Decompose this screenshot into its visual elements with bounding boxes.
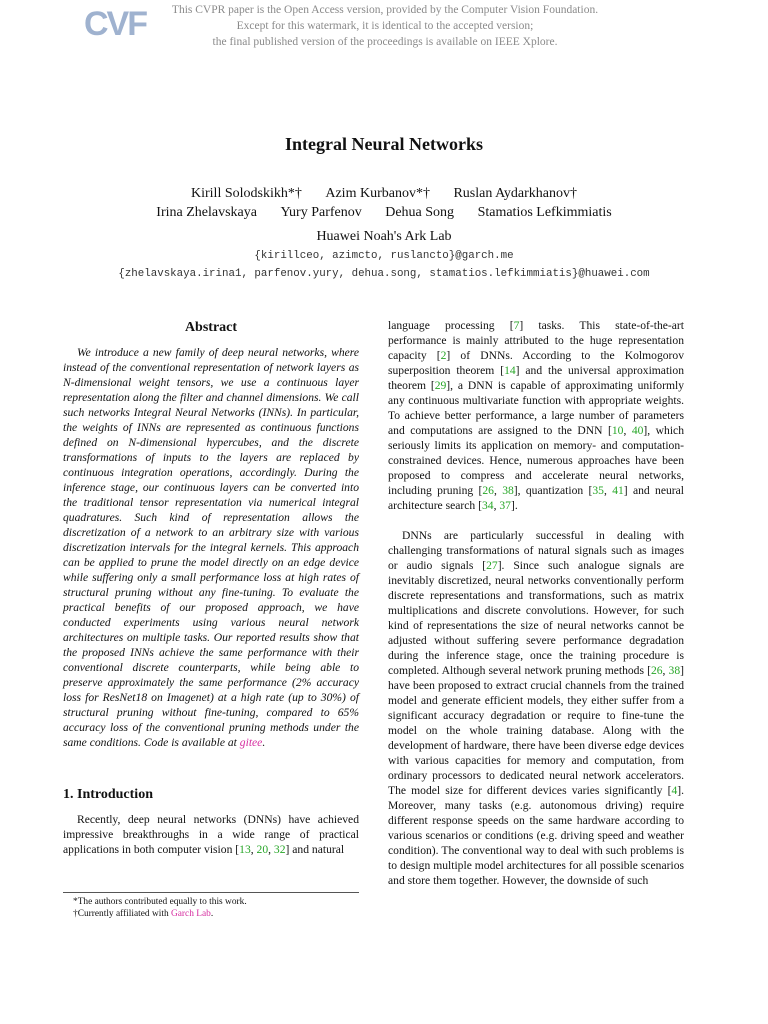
text-run: ] tasks. This state-of-the-art performance is mainly attributed to the huge representation capacity [: [388, 319, 685, 362]
citation-link[interactable]: 29: [434, 379, 447, 392]
garch-lab-link[interactable]: Garch Lab: [170, 909, 211, 919]
text-run: language processing [: [388, 319, 514, 332]
citation-link[interactable]: 40: [631, 424, 644, 437]
affiliation: Huawei Noah's Ark Lab: [316, 229, 452, 244]
citation-link[interactable]: 4: [671, 784, 678, 797]
footnotes: [63, 892, 359, 920]
gitee-link[interactable]: gitee: [239, 736, 263, 749]
author-list: [0, 184, 768, 222]
watermark-line: the final published version of the proceedings is available on IEEE Xplore.: [212, 36, 558, 48]
text-run: ].: [510, 499, 518, 512]
author-name: Yury Parfenov: [280, 205, 362, 220]
text-run: ] and the universal approximation theorem [: [388, 364, 684, 392]
author-name: Stamatios Lefkimmiatis: [477, 205, 612, 220]
text-run: ], which seriously limits its application on memory- and computation-constrained devices. Hence, numerous approaches have been proposed to compress and accelerate neural networks, including pruning [: [388, 424, 684, 497]
body-paragraph: language processing [7] tasks. This state-of-the-art performance is mainly attributed to the huge representation capacity [2] of DNNs. According to the Kolmogorov superposition theorem [14] and the universal approximation theorem [29], a DNN is capable of approximating uniformly any continuous multivariate function with appropriate weights. To achieve better performance, a large number of parameters and computations are assigned to the DNN [10, 40], which seriously limits its application on memory- and computation-constrained devices. Hence, numerous approaches have been proposed to compress and accelerate neural networks, including pruning [26, 38], quantization [35, 41] and neural architecture search [34, 37].: [388, 319, 685, 512]
abstract-text: [63, 345, 359, 750]
right-column: [388, 318, 684, 888]
intro-text-end: ] and natural: [285, 843, 345, 856]
introduction-heading: 1. Introduction: [63, 787, 153, 802]
abstract-end: .: [262, 736, 266, 749]
text-run: ] and neural architecture search [: [388, 484, 685, 512]
paper-title: Integral Neural Networks: [285, 134, 483, 154]
text-run: ]. Moreover, many tasks (e.g. autonomous driving) require different response speeds on the same hardware according to various scenarios or conditions (e.g. driving speed and weather condition). The conventional way to deal with such problems is to design multiple model architectures for all possible scenarios and store them together. However, the downside of such: [388, 784, 684, 887]
citation-link[interactable]: 26: [482, 484, 494, 497]
left-column: [63, 318, 359, 857]
citation-link[interactable]: 14: [504, 364, 516, 377]
text-run: ] of DNNs. According to the Kolmogorov superposition theorem [: [388, 349, 684, 377]
text-run: ]. Since such analogue signals are inevitably discretized, neural networks conventionally perform discrete representations and transformations, such as matrix multiplications and discrete convolutions. However, for such kind of representations the size of neural networks cannot be adjusted without suffering severe performance degradation during the inference stage, once the training procedure is completed. Although several network pruning methods [: [388, 559, 684, 677]
footnote: *The authors contributed equally to this work.: [73, 897, 247, 907]
author-name: Dehua Song: [385, 205, 455, 220]
citation-link[interactable]: 34: [481, 499, 494, 512]
citation-link[interactable]: 13: [239, 843, 251, 856]
abstract-body: We introduce a new family of deep neural networks, where instead of the conventional representation of network layers as N-dimensional weight tensors, we use a continuous layer representation along the filter and channel dimensions. We call such networks Integral Neural Networks (INNs). In particular, the weights of INNs are represented as continuous functions defined on N-dimensional hypercubes, and the discrete transformations of inputs to the layers are replaced by continuous integration operations, accordingly. During the inference stage, our continuous layers can be converted into the traditional tensor representation via numerical integral quadratures. Such kind of representation allows the discretization of a network to an arbitrary size with various discretization intervals for the integral kernels. This approach can be applied to prune the model directly on an edge device while suffering only a small performance loss at high rates of structural pruning without any fine-tuning. To evaluate the practical benefits of our proposed approach, we have conducted experiments using various neural network architectures on multiple tasks. Our reported results show that the proposed INNs achieve the same performance with their conventional discrete counterparts, while being able to preserve approximately the same performance (2% accuracy loss for ResNet18 on Imagenet) at a high rate (up to 30%) of structural pruning without fine-tuning, compared to 65% accuracy loss of the conventional pruning methods under the same conditions. Code is available at: [63, 346, 359, 749]
author-row: [0, 203, 768, 222]
citation-link[interactable]: 10: [611, 424, 624, 437]
watermark-line: This CVPR paper is the Open Access version, provided by the Computer Vision Foundation.: [171, 4, 599, 16]
footnote: [63, 908, 359, 920]
citation-link[interactable]: 35: [592, 484, 604, 497]
citation-link[interactable]: 38: [668, 664, 681, 677]
text-run: ] have been proposed to extract crucial channels from the trained model and generate efficient models, they either suffer from a significant accuracy degradation or require to fine-tune the model on the whole training database. Along with the development of hardware, there have been diverse edge devices with various capacities for memory and computation, from ordinary processors to dedicated neural network accelerators. The model size for different devices varies significantly [: [388, 664, 684, 797]
citation-link[interactable]: 27: [486, 559, 498, 572]
text-run: ], a DNN is capable of approximating uniformly any continuous multivariate function with appropriate weights. To achieve better performance, a large number of parameters and computations are assigned to the DNN [: [388, 379, 684, 437]
citation-link[interactable]: 26: [650, 664, 663, 677]
author-name: Irina Zhelavskaya: [156, 205, 257, 220]
email-line: {zhelavskaya.irina1, parfenov.yury, dehua.song, stamatios.lefkimmiatis}@huawei.com: [118, 268, 650, 280]
footnote-text: †Currently affiliated with: [73, 909, 171, 919]
watermark-line: Except for this watermark, it is identical to the accepted version;: [236, 20, 534, 32]
abstract-heading: Abstract: [184, 320, 238, 335]
footnote-end: .: [210, 909, 214, 919]
author-row: [0, 184, 768, 203]
author-name: Ruslan Aydarkhanov†: [453, 186, 577, 201]
intro-text: Recently, deep neural networks (DNNs) have achieved impressive breakthroughs in a wide range of practical applications in both computer vision [: [63, 813, 359, 856]
citation-link[interactable]: 32: [273, 843, 286, 856]
citation-link[interactable]: 38: [502, 484, 514, 497]
email-line: {kirillceo, azimcto, ruslancto}@garch.me: [254, 250, 514, 262]
citation-link[interactable]: 2: [440, 349, 447, 362]
cvf-logo: CVF: [84, 5, 146, 43]
citation-link[interactable]: 37: [499, 499, 511, 512]
introduction-paragraph: Recently, deep neural networks (DNNs) have achieved impressive breakthroughs in a wide range of practical applications in both computer vision [13, 20, 32] and natural: [63, 813, 359, 856]
open-access-watermark: [170, 2, 600, 50]
citation-link[interactable]: 20: [256, 843, 269, 856]
citation-link[interactable]: 41: [612, 484, 624, 497]
body-paragraph: DNNs are particularly successful in dealing with challenging transformations of natural signals such as images or audio signals [27]. Since such analogue signals are inevitably discretized, neural networks conventionally perform discrete representations and transformations, such as matrix multiplications and discrete convolutions. However, for such kind of representations the size of neural networks cannot be adjusted without suffering severe performance degradation during the inference stage, once the training procedure is completed. Although several network pruning methods [26, 38] have been proposed to extract crucial channels from the trained model and generate efficient models, they either suffer from a significant accuracy degradation or require to fine-tune the model on the whole training database. Along with the development of hardware, there have been diverse edge devices with various capacities for memory and computation, from ordinary processors to dedicated neural network accelerators. The model size for different devices varies significantly [4]. Moreover, many tasks (e.g. autonomous driving) require different response speeds on the same hardware according to various scenarios or conditions (e.g. driving speed and weather condition). The conventional way to deal with such problems is to design multiple model architectures for all possible scenarios and store them together. However, the downside of such: [388, 529, 684, 887]
author-name: Kirill Solodskikh*†: [191, 186, 302, 201]
text-run: DNNs are particularly successful in dealing with challenging transformations of natural signals such as images or audio signals [: [388, 529, 684, 572]
citation-link[interactable]: 7: [513, 319, 520, 332]
author-name: Azim Kurbanov*†: [325, 186, 430, 201]
text-run: ], quantization [: [513, 484, 593, 497]
